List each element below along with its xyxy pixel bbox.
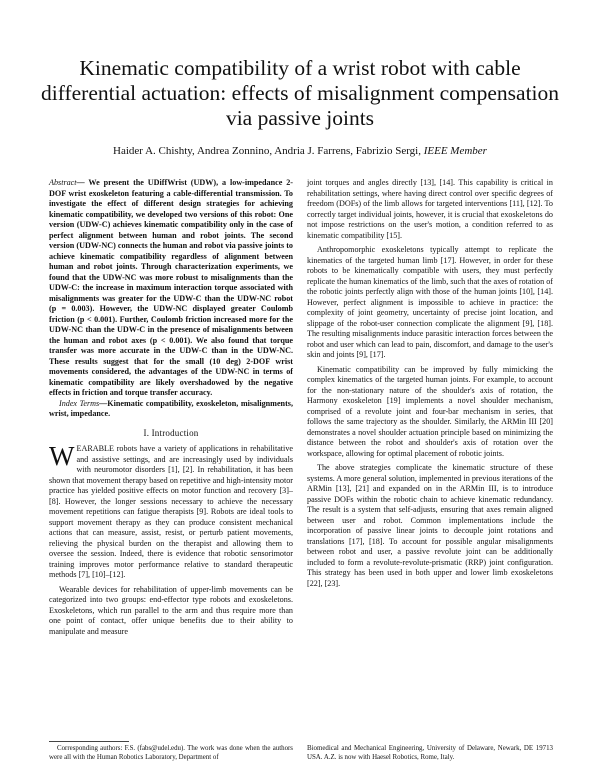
section-number: I. (143, 427, 150, 438)
index-terms-text: —Kinematic compatibility, exoskeleton, misalignments, wrist, impedance. (49, 398, 293, 418)
author-names: Haider A. Chishty, Andrea Zonnino, Andria J. Farrens, Fabrizio Sergi, (113, 145, 421, 157)
intro-paragraph-1-text: EARABLE robots have a variety of applications in rehabilitative and assistive settings, and are increasingly used by individuals with neuromotor disorders [1], [2]. In rehabilitation, it has been shown that movement therapy based on repetitive and high-intensity motor practice has yielded positive effects on motor function and recovery [3]–[8]. However, the longer sessions necessary to achieve the necessary movement repetitions can fatigue therapists [9]. Robots are ideal tools to support movement therapy as they can produce consistent mechanical actions that can measure, assist, resist, or perturb patient movements, relieving the physical burden on the therapist and allowing them to oversee the session. Indeed, there is evidence that robotic sensorimotor training improves motor performance relative to standard therapeutic methods [7], [10]–[12]. (49, 444, 293, 579)
right-paragraph-1: joint torques and angles directly [13], [14]. This capability is critical in rehabilitation settings, where having direct control over specific degrees of freedom (DOFs) of the limb allows for targeted interventions [11], [12]. To correctly target individual joints, however, it is crucial that exoskeletons do not impose restrictions on the user's motion, a condition referred to as kinematic compatibility [15]. (307, 178, 553, 240)
footnote-right: Biomedical and Mechanical Engineering, University of Delaware, Newark, DE 19713 USA. A.Z. is now with Haesel Robotics, Rome, Italy. (307, 745, 553, 761)
abstract-label: Abstract (49, 178, 77, 187)
paper-title: Kinematic compatibility of a wrist robot with cable differential actuation: effects of misalignment compensation via passive joints (40, 56, 560, 130)
author-membership: IEEE Member (423, 145, 487, 157)
right-column (307, 178, 553, 593)
left-column (49, 178, 293, 641)
index-terms (49, 399, 293, 420)
right-paragraph-4: The above strategies complicate the kinematic structure of these systems. A more general solution, implemented in previous iterations of the ARMin [13], [21] and expanded on in the ARMin III, is to introduce passive DOFs within the robotic chain to achieve kinematic redundancy. The result is a system that self-adjusts, ensuring that axes remain aligned between user and robot. Common implementations include the incorporation of passive linear joints to decouple joint rotations and translations [17], [18]. To account for possible angular misalignments between robot and user, a passive revolute joint can be additionally included to form a revolute-revolute-prismatic (RRP) joint configuration. This strategy has been used in both upper and lower limb exoskeletons [22], [23]. (307, 463, 553, 588)
abstract-text: — We present the UDiffWrist (UDW), a low-impedance 2-DOF wrist exoskeleton featuring a cable-differential transmission. To investigate the effect of different design strategies for achieving kinematic compatibility, we developed two versions of this robot: One version (UDW-C) achieves kinematic compatibility only in the case of perfect alignment between human and robot joints. The second version (UDW-NC) connects the human and robot via passive joints to achieve kinematic compatibility regardless of alignment between human and robot joints. Through characterization experiments, we found that the UDW-NC was more robust to misalignments than the UDW-C: the increase in maximum interaction torque associated with misalignments was greater for the UDW-C than the UDW-NC robot (p = 0.003). However, the UDW-NC displayed greater Coulomb friction (p < 0.001). Further, Coulomb friction increased more for the UDW-NC than the UDW-C in the presence of misalignments between the human and robot axes (p < 0.001). We also found that torque transfer was more accurate in the UDW-C than in the UDW-NC. These results suggest that for the small (10 deg) 2-DOF wrist movements considered, the advantages of the UDW-NC in terms of kinematic compatibility are likely overshadowed by the negative effects in friction and torque transfer accuracy. (49, 178, 293, 397)
section-heading-introduction (49, 428, 293, 439)
abstract (49, 178, 293, 399)
right-paragraph-3: Kinematic compatibility can be improved by fully mimicking the complex kinematics of the targeted human joints. For example, to account for the non-stationary nature of the shoulder's axis of rotation, the Harmony exoskeleton [19] implements a novel shoulder mechanism, comprised of a revolute joint and four-bar mechanism in series, that follows the same trajectory as the shoulder. Similarly, the ARMin III [20] demonstrates a novel shoulder actuation principle based on minimizing the distance between the robot and shoulder's axis of rotation over the workspace, allowing for optimal placement of robotic joints. (307, 364, 553, 458)
author-line (40, 145, 560, 157)
footnote-divider (49, 741, 129, 742)
intro-paragraph-2: Wearable devices for rehabilitation of upper-limb movements can be categorized into two groups: end-effector type robots and exoskeletons. Exoskeletons, which run parallel to the arm and thus require more than one point of contact, offer unique benefits due to their ability to manipulate and measure (49, 584, 293, 636)
drop-cap: W (49, 441, 75, 471)
right-paragraph-2: Anthropomorphic exoskeletons typically attempt to replicate the kinematics of the targeted human limb [17]. However, in order for these robots to be kinematically compatible with users, they must perfectly replicate the human kinematics of the limb, such that the axes of rotation of the robotic joints perfectly align with those of the human joints [10], [14]. However, perfect alignment is impossible to achieve in practice: the complexity of joint geometry, uncertainty of precise joint location, and slippage of the robot-user connection complicate the alignment [9], [18]. The resulting misalignments induce parasitic interaction forces between the robot and user which can lead to pain, discomfort, and damage to the user's skin and joints [9], [17]. (307, 245, 553, 359)
intro-paragraph-1 (49, 441, 293, 581)
footnote-left: Corresponding authors: F.S. (fabs@udel.edu). The work was done when the authors were all with the Human Robotics Laboratory, Department of (49, 745, 293, 761)
section-title: Introduction (151, 427, 199, 438)
index-terms-label: Index Terms (59, 398, 100, 408)
